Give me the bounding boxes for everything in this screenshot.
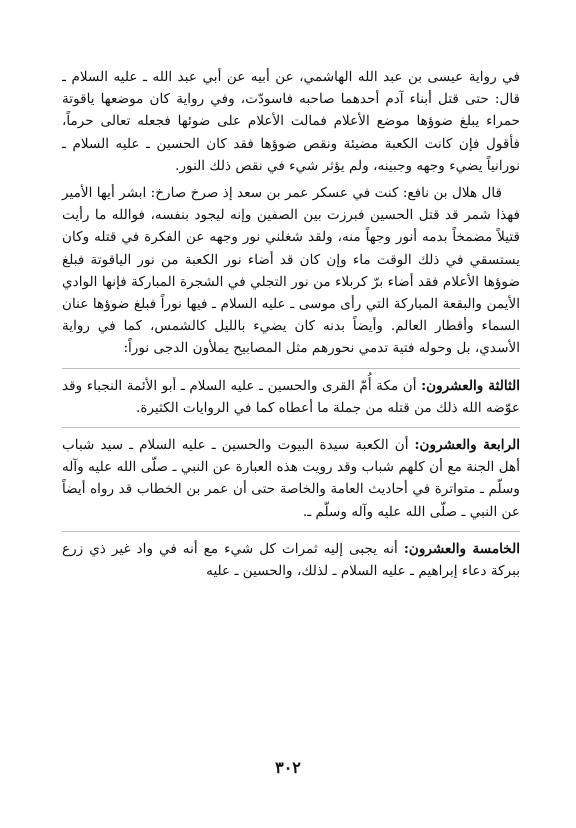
paragraph-text: أنه يجبى إليه ثمرات كل شيء مع أنه في واد غير ذي زرع ببركة دعاء إبراهيم ـ عليه السلام ـ لذلك، والحسين ـ عليه: [62, 540, 520, 580]
paragraph-twenty-fourth: [62, 427, 520, 523]
paragraph-twenty-fifth: [62, 531, 520, 582]
page-body: [62, 66, 520, 806]
paragraph-hadith-isa: [62, 66, 520, 177]
paragraph-lead: الثالثة والعشرون:: [421, 377, 520, 394]
paragraph-text: قال هلال بن نافع: كنت في عسكر عمر بن سعد إذ صرخ صارخ: ابشر أيها الأمير فهذا شمر قد قتل الحسين فبرزت بين الصفين وإنه ليجود بنفسه، فوالله ما رأيت قتيلاً مضمخاً بدمه أنور وجهاً منه، ولقد شغلني نور وجهه عن الفكرة في قتله وكان يستسقي في ذلك الوقت ماء وإن كان قد أضاء نور الكعبة من نور الياقوتة فبلغ ضوؤها الأعلام فقد أضاء برّ كربلاء من نور التجلي في الشجرة المباركة فإنها الوادي الأيمن والبقعة المباركة التي رأى موسى ـ عليه السلام ـ فيها نوراً فبلغ ضوؤها عنان السماء وأقطار العالم. وأيضاً بدنه كان يضيء بالليل كالشمس، كما في رواية الأسدي، بل وحوله فتية تدمي نحورهم مثل المصابيح يملأون الدجى نوراً:: [62, 185, 520, 357]
paragraph-text: في رواية عيسى بن عبد الله الهاشمي، عن أبيه عن أبي عبد الله ـ عليه السلام ـ قال: حتى قتل أبناء آدم أحدهما صاحبه فاسودّت، وفي رواية كان موضعها ياقوتة حمراء يبلغ ضوؤها موضع الأعلام فمالت الأعلام على ضوئها فجعله تعالى حرماً، فأقول فإن كانت الكعبة مضيئة ونقص ضوؤها فقد كان الحسين ـ عليه السلام ـ نورانياً يضيء وجهه وجبينه، ولم يؤثر شيء في نقص ذلك النور.: [62, 69, 520, 174]
paragraph-lead: الرابعة والعشرون:: [414, 437, 520, 454]
paragraph-text: أن الكعبة سيدة البيوت والحسين ـ عليه السلام ـ سيد شباب أهل الجنة مع أن كلهم شباب وقد رويت هذه العبارة عن النبي ـ صلّى الله عليه وآله وسلّم ـ متواترة في أحاديث العامة والخاصة حتى أن عمر بن الخطاب قد رواه أيضاً عن النبي ـ صلّى الله عليه وآله وسلّم ـ.: [62, 437, 520, 520]
paragraph-text: أن مكة أُمّ القرى والحسين ـ عليه السلام ـ أبو الأئمة النجباء وقد عوّضه الله ذلك من قتله من جملة ما أعطاه كما في الروايات الكثيرة.: [62, 377, 520, 416]
paragraph-twenty-third: [62, 368, 520, 419]
paragraph-lead: الخامسة والعشرون:: [403, 540, 520, 557]
page-number: ٣٠٢: [275, 758, 301, 777]
paragraph-hilal-ibn-nafi: [62, 182, 520, 360]
